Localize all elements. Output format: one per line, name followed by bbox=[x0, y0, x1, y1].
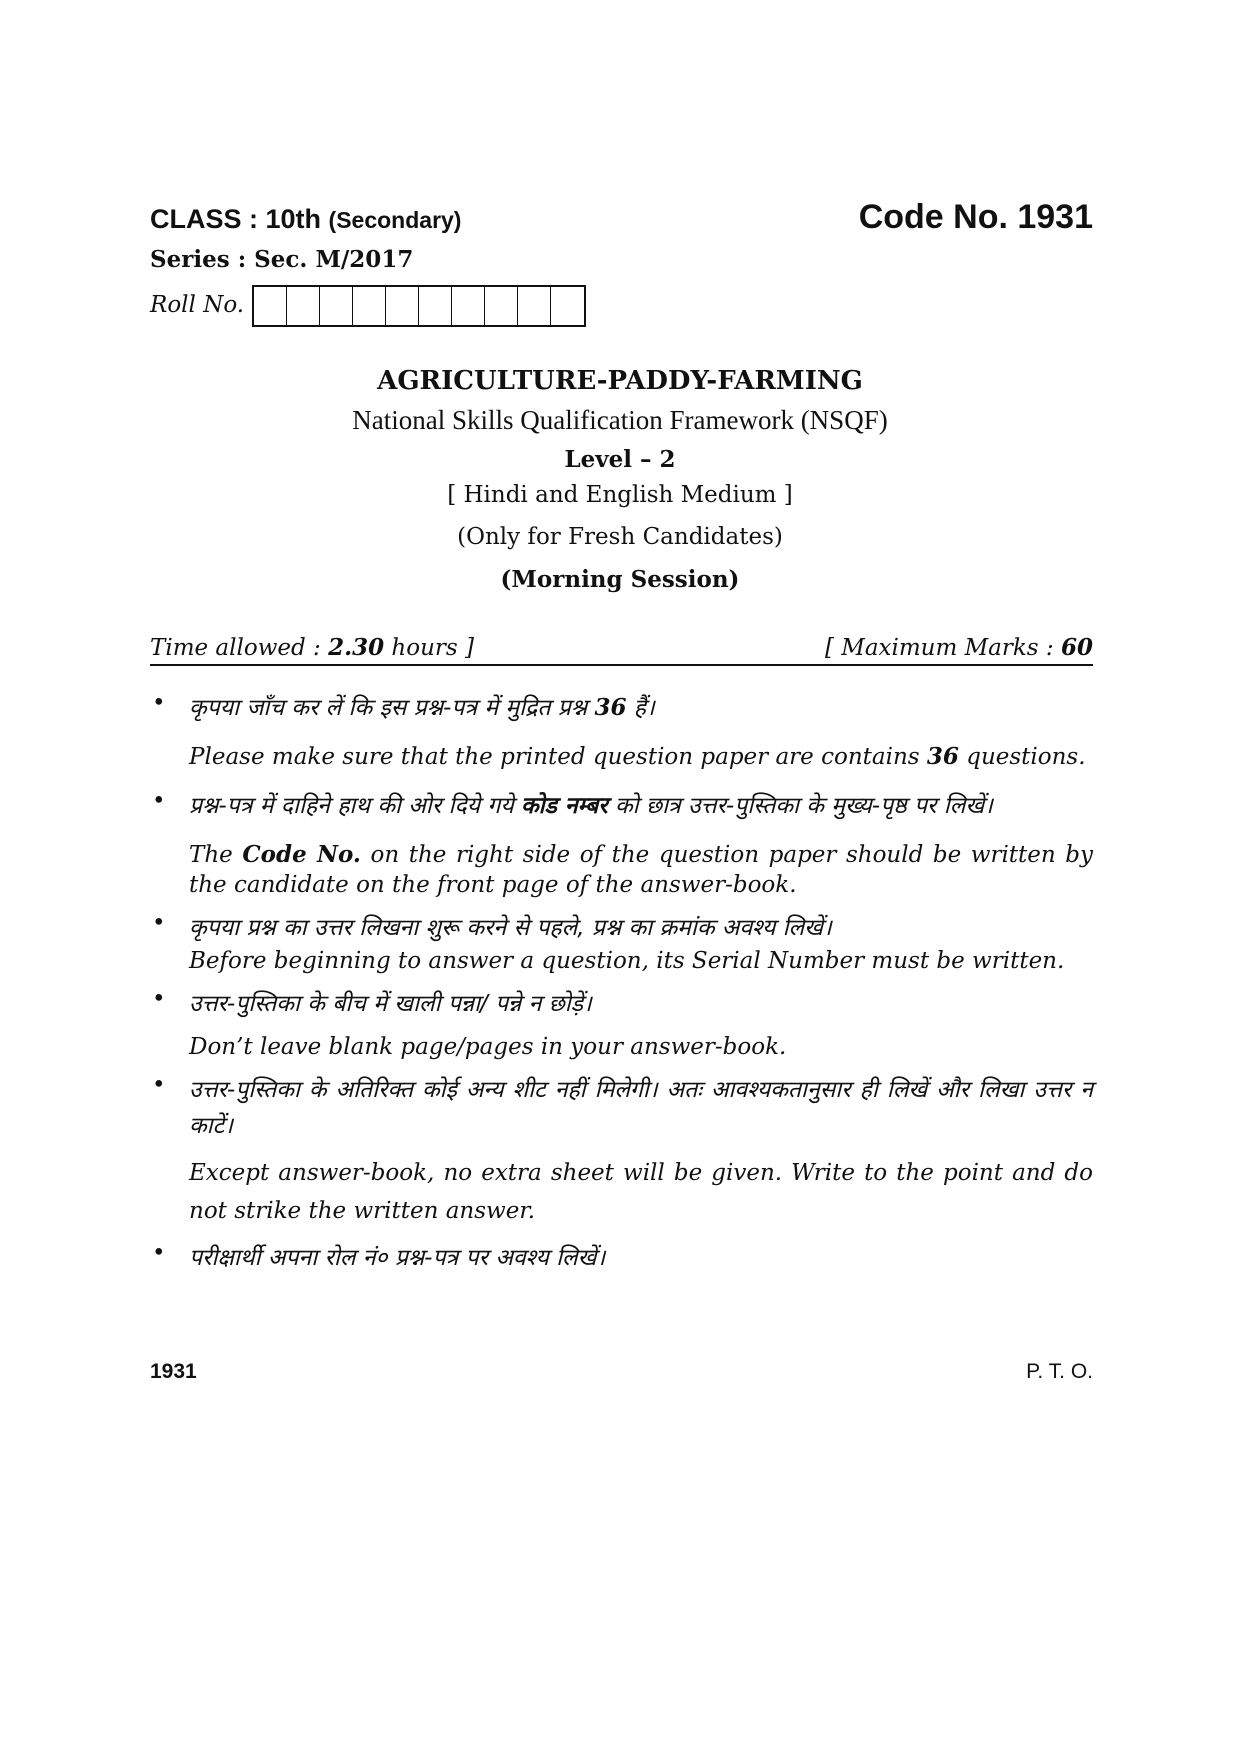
instruction-5-english: Except answer-book, no extra sheet will be given. Write to the point and do not strike the written answer. bbox=[189, 1160, 1093, 1224]
time-allowed bbox=[150, 634, 474, 661]
roll-number-box[interactable] bbox=[419, 287, 452, 325]
roll-number-label: Roll No. bbox=[150, 292, 245, 318]
session: (Morning Session) bbox=[500, 566, 740, 593]
level: Level – 2 bbox=[564, 446, 676, 473]
marks-prefix: [ Maximum Marks : bbox=[824, 635, 1061, 661]
text: प्रश्न-पत्र में दाहिने हाथ की ओर दिये गये bbox=[189, 793, 521, 819]
class-line bbox=[150, 204, 461, 235]
question-count: 36 bbox=[594, 694, 627, 721]
instruction-4-english: Don’t leave blank page/pages in your answer-book. bbox=[189, 1034, 787, 1060]
instruction-2 bbox=[150, 788, 1093, 900]
divider bbox=[150, 664, 1093, 666]
footer-code: 1931 bbox=[150, 1360, 197, 1383]
bullet-icon: • bbox=[152, 788, 166, 814]
roll-number-box[interactable] bbox=[287, 287, 320, 325]
instruction-3 bbox=[150, 910, 1093, 976]
text: on the right side of the question paper should be written by the candidate on the front page of the answer-book. bbox=[189, 842, 1094, 898]
instructions bbox=[150, 690, 1093, 1276]
instruction-3-english: Before beginning to answer a question, its Serial Number must be written. bbox=[189, 948, 1065, 974]
candidates-note: (Only for Fresh Candidates) bbox=[457, 524, 783, 550]
code-number: Code No. 1931 bbox=[858, 198, 1093, 236]
medium: [ Hindi and English Medium ] bbox=[447, 482, 793, 508]
instruction-2-english bbox=[189, 840, 1093, 900]
instruction-5-hindi: उत्तर-पुस्तिका के अतिरिक्त कोई अन्य शीट नहीं मिलेगी। अतः आवश्यकतानुसार ही लिखें और लिखा उत्तर न काटें। bbox=[189, 1077, 1093, 1139]
maximum-marks bbox=[825, 634, 1093, 661]
series: Series : Sec. M/2017 bbox=[150, 246, 414, 273]
framework-title: National Skills Qualification Framework (NSQF) bbox=[352, 405, 888, 435]
instruction-6-hindi: परीक्षार्थी अपना रोल नं० प्रश्न-पत्र पर अवश्य लिखें। bbox=[189, 1245, 606, 1271]
instruction-1 bbox=[150, 690, 1093, 772]
instruction-4-hindi: उत्तर-पुस्तिका के बीच में खाली पन्ना/ पन्ने न छोड़ें। bbox=[189, 991, 592, 1017]
time-value: 2.30 bbox=[328, 634, 385, 661]
instruction-5 bbox=[150, 1072, 1093, 1230]
roll-number-boxes[interactable] bbox=[252, 285, 586, 327]
marks-value: 60 bbox=[1060, 634, 1093, 661]
instruction-1-english bbox=[189, 742, 1093, 772]
question-count: 36 bbox=[926, 743, 959, 770]
time-suffix: hours ] bbox=[384, 635, 474, 661]
class-note: (Secondary) bbox=[328, 207, 462, 233]
text: The bbox=[189, 842, 243, 868]
bullet-icon: • bbox=[152, 1072, 166, 1098]
roll-number-box[interactable] bbox=[551, 287, 584, 325]
time-prefix: Time allowed : bbox=[150, 635, 329, 661]
roll-number-box[interactable] bbox=[320, 287, 353, 325]
bullet-icon: • bbox=[152, 986, 166, 1012]
text: questions. bbox=[958, 744, 1086, 770]
instruction-4 bbox=[150, 986, 1093, 1062]
text: हैं। bbox=[626, 695, 655, 721]
roll-number-box[interactable] bbox=[254, 287, 287, 325]
text: Please make sure that the printed question paper are contains bbox=[189, 744, 927, 770]
text: कृपया जाँच कर लें कि इस प्रश्न-पत्र में मुद्रित प्रश्न bbox=[189, 695, 595, 721]
text: को छात्र उत्तर-पुस्तिका के मुख्य-पृष्ठ पर लिखें। bbox=[607, 793, 993, 819]
footer-pto: P. T. O. bbox=[1026, 1360, 1093, 1383]
roll-number-box[interactable] bbox=[452, 287, 485, 325]
instruction-3-hindi: कृपया प्रश्न का उत्तर लिखना शुरू करने से पहले, प्रश्न का क्रमांक अवश्य लिखें। bbox=[189, 915, 832, 941]
roll-number-box[interactable] bbox=[518, 287, 551, 325]
roll-number-box[interactable] bbox=[485, 287, 518, 325]
roll-number-box[interactable] bbox=[386, 287, 419, 325]
roll-number-box[interactable] bbox=[353, 287, 386, 325]
bullet-icon: • bbox=[152, 1240, 166, 1266]
instruction-6 bbox=[150, 1240, 1093, 1276]
instruction-2-hindi bbox=[189, 788, 1093, 824]
instruction-1-hindi bbox=[189, 690, 1093, 726]
subject-title: AGRICULTURE-PADDY-FARMING bbox=[377, 366, 863, 396]
code-number-english: Code No. bbox=[242, 841, 361, 868]
class-label: CLASS : 10th bbox=[150, 204, 322, 234]
bullet-icon: • bbox=[152, 690, 166, 716]
code-number-hindi: कोड नम्बर bbox=[520, 793, 608, 819]
bullet-icon: • bbox=[152, 910, 166, 936]
